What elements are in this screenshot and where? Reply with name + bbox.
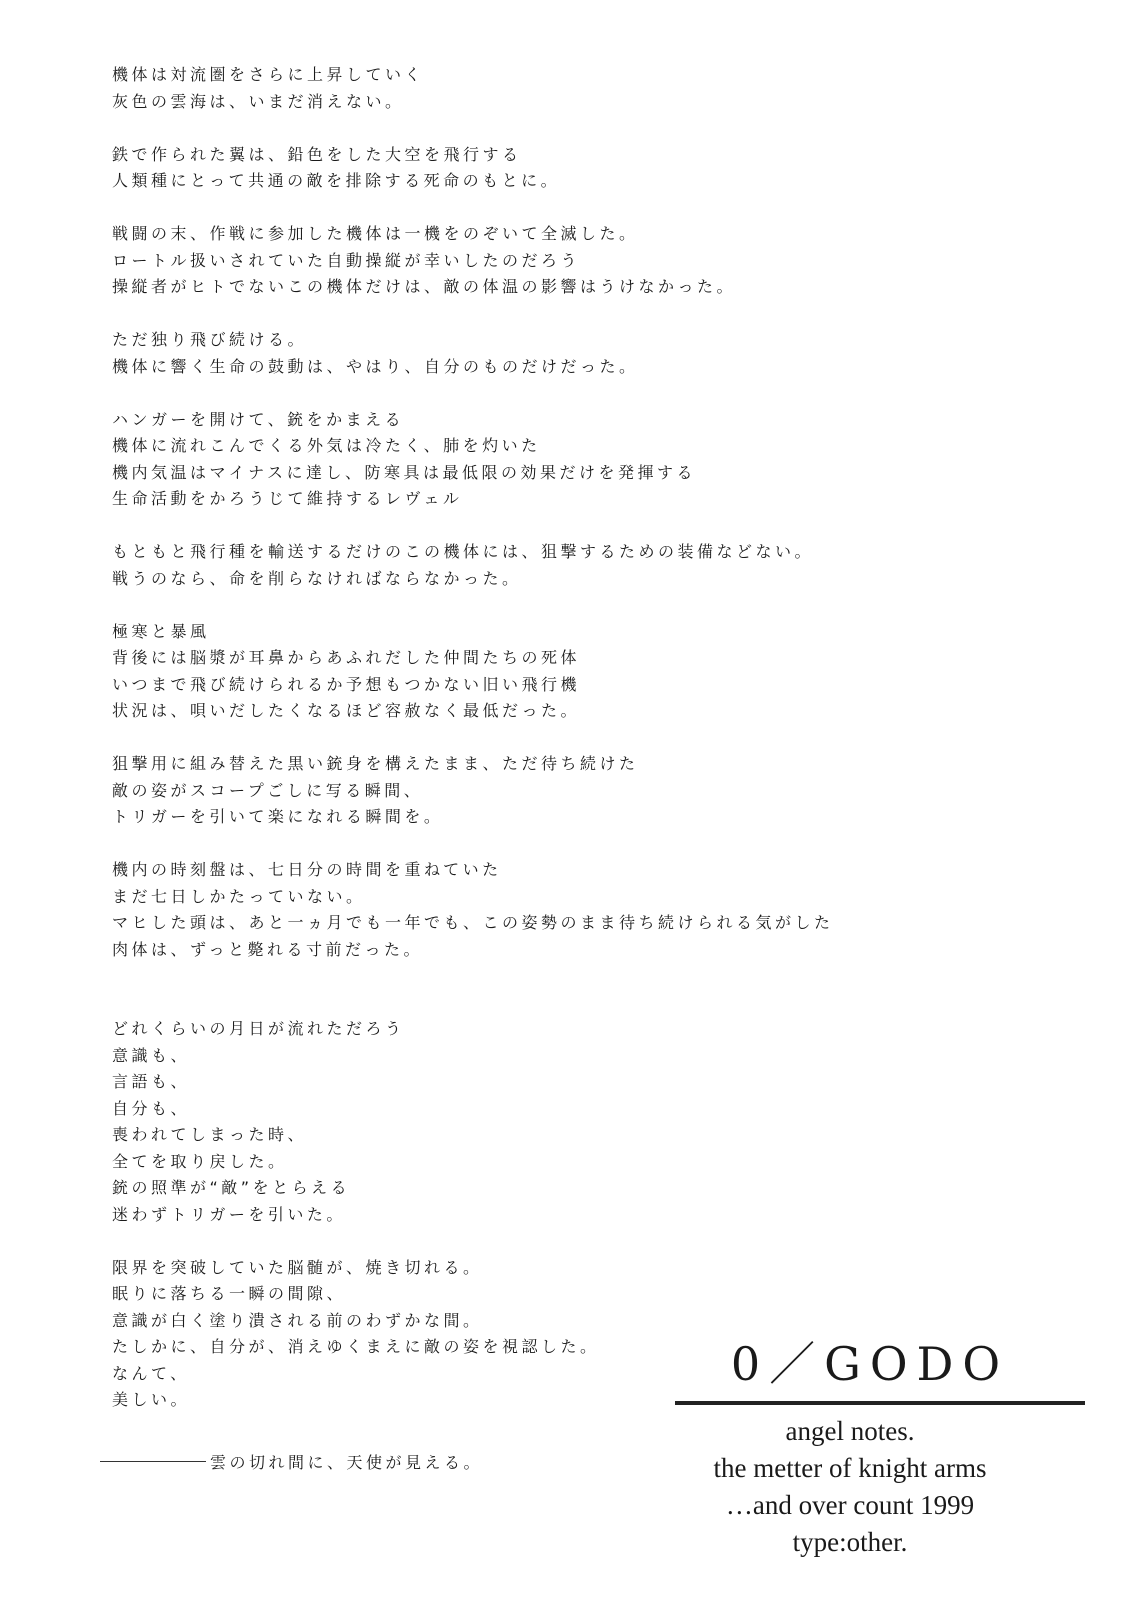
colophon — [675, 1335, 1085, 1561]
stanza — [112, 327, 1012, 380]
poem-line: 敵の姿がスコープごしに写る瞬間、 — [112, 780, 424, 800]
poem-line: なんて、 — [112, 1363, 190, 1383]
poem-line: 喪われてしまった時、 — [112, 1125, 308, 1144]
poem-line: 銃の照準が“敵”をとらえる — [112, 1178, 351, 1197]
poem-line: どれくらいの月日が流れただろう — [112, 1019, 405, 1038]
stanza — [112, 619, 1012, 725]
colophon-rule — [675, 1401, 1085, 1405]
poem-line: 全てを取り戻した。 — [112, 1151, 288, 1171]
poem-line: 機内の時刻盤は、七日分の時間を重ねていた — [112, 860, 502, 879]
poem-line: 狙撃用に組み替えた黒い銃身を構えたまま、ただ待ち続けた — [112, 754, 639, 773]
poem-line: 戦うのなら、命を削らなければならなかった。 — [112, 568, 522, 588]
poem-line: 機体に響く生命の鼓動は、やはり、自分のものだけだった。 — [112, 356, 639, 376]
colophon-line: the metter of knight arms — [713, 1453, 987, 1483]
poem-line: 自分も、 — [112, 1098, 191, 1118]
poem-line: 美しい。 — [112, 1390, 191, 1409]
colophon-line: angel notes. — [785, 1416, 915, 1446]
poem-line: 灰色の雲海は、いまだ消えない。 — [112, 91, 405, 111]
poem-line: 意識が白く塗り潰される前のわずかな間。 — [112, 1310, 483, 1330]
poem-line: 極寒と暴風 — [112, 621, 210, 641]
dash-rule — [100, 1461, 206, 1462]
poem-line: まだ七日しかたっていない。 — [112, 886, 366, 906]
stanza — [112, 857, 1012, 963]
stanza — [112, 407, 1012, 513]
stanza — [112, 142, 1012, 195]
poem-line: 意識も、 — [112, 1045, 191, 1065]
closing-line — [100, 1450, 483, 1473]
colophon-title: 0／GODO — [730, 1337, 1010, 1391]
closing-text: 雲の切れ間に、天使が見える。 — [210, 1453, 484, 1472]
stanza — [112, 1016, 1012, 1228]
poem-line: いつまで飛び続けられるか予想もつかない旧い飛行機 — [112, 674, 581, 694]
poem-body — [112, 62, 1012, 1440]
poem-line: 迷わずトリガーを引いた。 — [112, 1204, 346, 1224]
poem-line: 限界を突破していた脳髄が、焼き切れる。 — [112, 1257, 483, 1277]
poem-line: 生命活動をかろうじて維持するレヴェル — [112, 489, 463, 508]
poem-line: 人類種にとって共通の敵を排除する死命のもとに。 — [112, 171, 561, 190]
poem-line: トリガーを引いて楽になれる瞬間を。 — [112, 807, 444, 826]
stanza — [112, 539, 1012, 592]
poem-line: 眠りに落ちる一瞬の間隙、 — [112, 1284, 347, 1303]
poem-line: 機内気温はマイナスに達し、防寒具は最低限の効果だけを発揮する — [112, 462, 697, 482]
colophon-line: type:other. — [792, 1527, 908, 1557]
stanza — [112, 221, 1012, 301]
poem-line: 鉄で作られた翼は、鉛色をした大空を飛行する — [112, 144, 522, 164]
stanza — [112, 62, 1012, 115]
poem-line: ロートル扱いされていた自動操縦が幸いしたのだろう — [112, 250, 581, 270]
poem-line: マヒした頭は、あと一ヵ月でも一年でも、この姿勢のまま待ち続けられる気がした — [112, 913, 834, 932]
poem-line: たしかに、自分が、消えゆくまえに敵の姿を視認した。 — [112, 1337, 600, 1356]
stanza — [112, 751, 1012, 831]
poem-line: 状況は、唄いだしたくなるほど容赦なく最低だった。 — [112, 701, 581, 720]
poem-line: 言語も、 — [112, 1072, 191, 1091]
poem-line: もともと飛行種を輸送するだけのこの機体には、狙撃するための装備などない。 — [112, 542, 815, 561]
poem-line: 操縦者がヒトでないこの機体だけは、敵の体温の影響はうけなかった。 — [112, 277, 737, 296]
poem-line: 機体は対流圏をさらに上昇していく — [112, 65, 425, 84]
poem-line: ハンガーを開けて、銃をかまえる — [112, 409, 405, 429]
poem-line: 機体に流れこんでくる外気は冷たく、肺を灼いた — [112, 436, 541, 455]
poem-line: ただ独り飛び続ける。 — [112, 330, 308, 349]
poem-line: 肉体は、ずっと斃れる寸前だった。 — [112, 939, 424, 959]
poem-line: 戦闘の末、作戦に参加した機体は一機をのぞいて全滅した。 — [112, 224, 639, 243]
poem-line: 背後には脳漿が耳鼻からあふれだした仲間たちの死体 — [112, 648, 581, 667]
colophon-line: …and over count 1999 — [725, 1490, 975, 1520]
